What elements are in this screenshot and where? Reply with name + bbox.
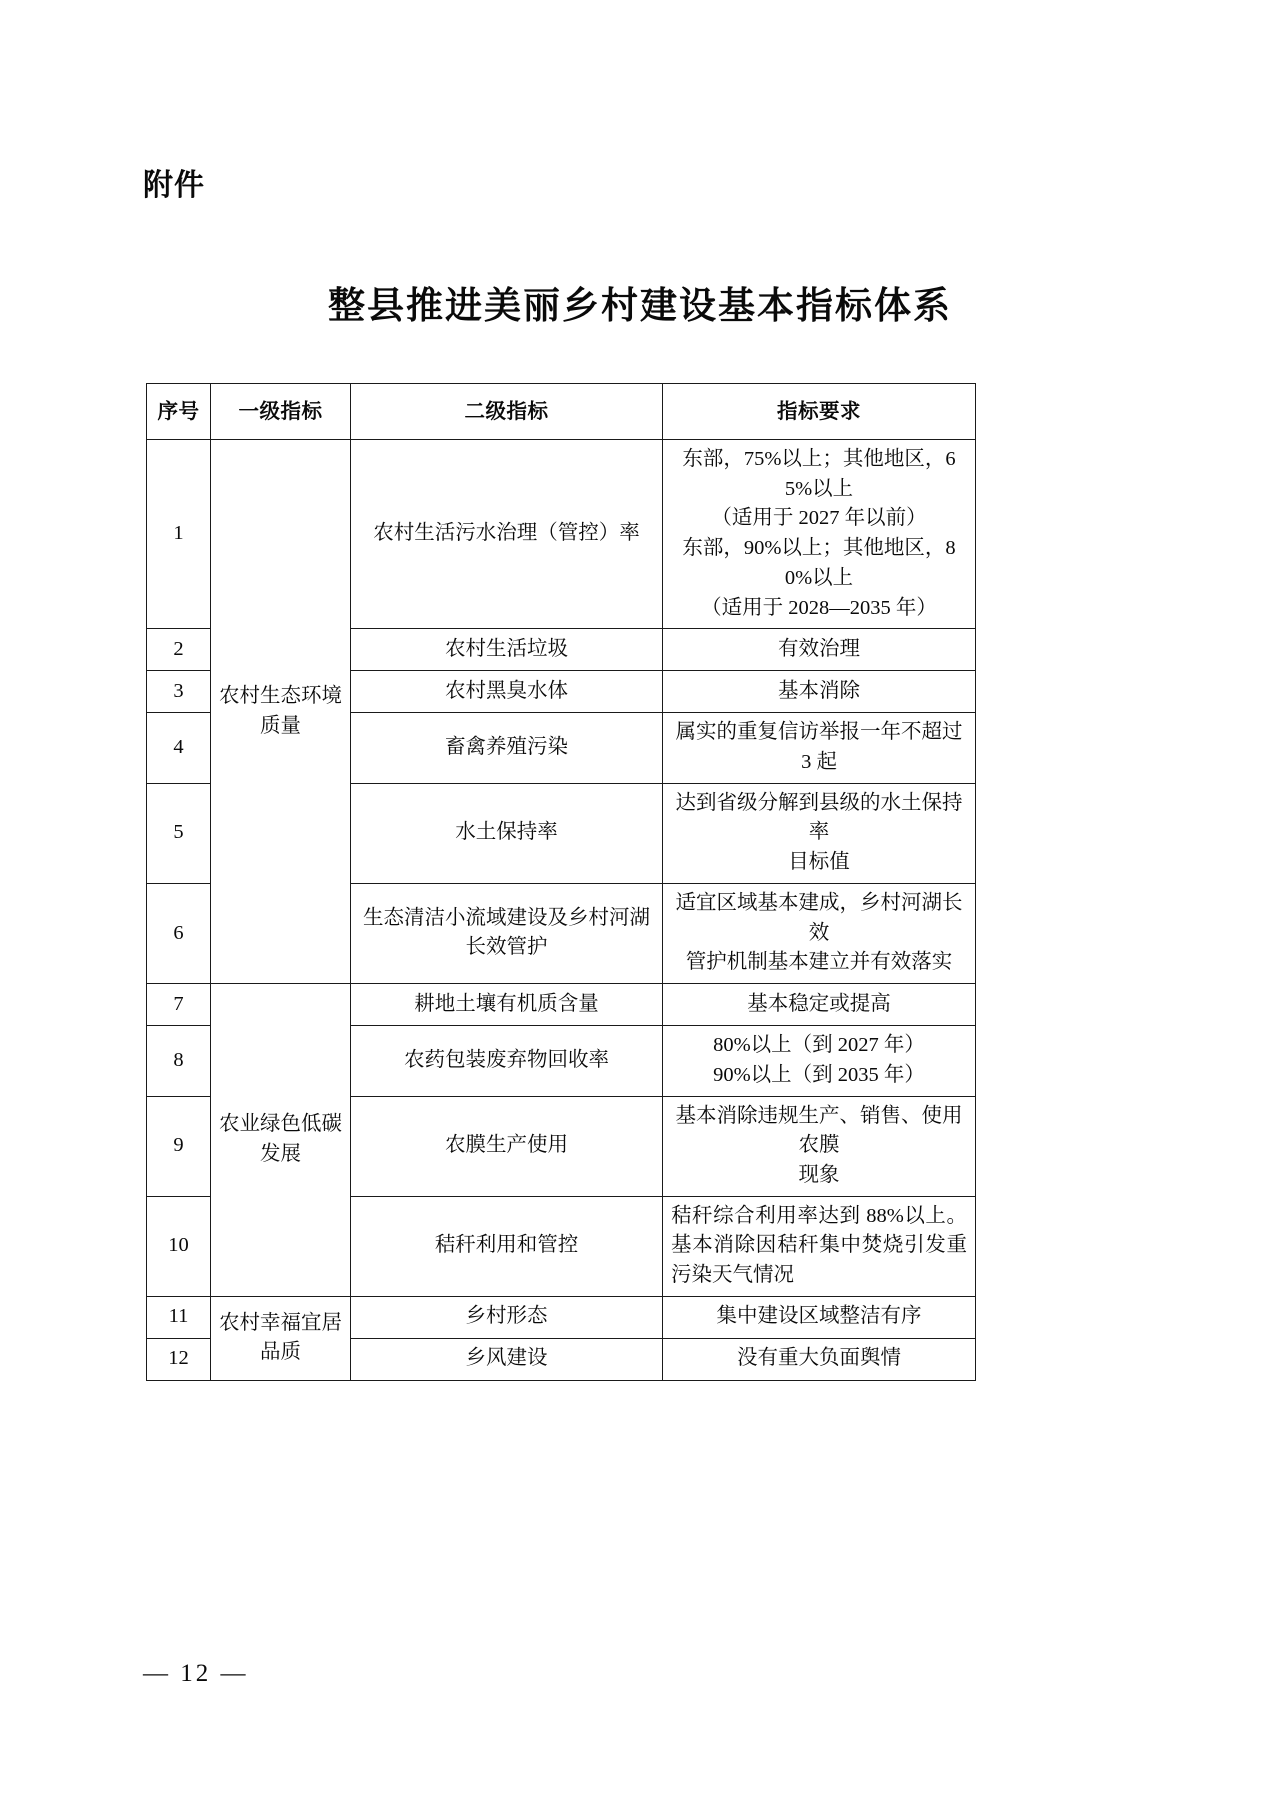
cell-requirement (663, 1196, 976, 1296)
page-number: — 12 — (143, 1660, 249, 1687)
table-body (147, 440, 976, 1381)
cell-requirement (663, 629, 976, 671)
cell-serial-number: 8 (147, 1026, 211, 1096)
requirement-line: 管护机制基本建立并有效落实 (685, 951, 953, 974)
attachment-label: 附件 (143, 169, 205, 202)
cell-requirement (663, 440, 976, 629)
requirement-line: 没有重大负面舆情 (737, 1347, 901, 1370)
requirement-line: 适宜区域基本建成，乡村河湖长效 (675, 891, 963, 944)
cell-serial-number: 7 (147, 984, 211, 1026)
requirement-line: 达到省级分解到县级的水土保持率 (675, 791, 963, 844)
cell-level2-indicator: 农药包装废弃物回收率 (351, 1026, 663, 1096)
indicator-table-container (146, 383, 975, 1381)
cell-serial-number: 5 (147, 783, 211, 883)
cell-level1-indicator (211, 440, 351, 984)
level2-line: 生态清洁小流域建设及乡村河湖 (363, 906, 650, 929)
table-row (147, 984, 976, 1026)
cell-serial-number: 4 (147, 713, 211, 783)
cell-level2-indicator: 畜禽养殖污染 (351, 713, 663, 783)
cell-requirement (663, 1296, 976, 1338)
requirement-line: 属实的重复信访举报一年不超过 3 起 (675, 721, 963, 774)
cell-requirement (663, 984, 976, 1026)
column-header-requirement: 指标要求 (663, 384, 976, 440)
cell-serial-number: 10 (147, 1196, 211, 1296)
requirement-line: 东部，90%以上；其他地区，80%以上 (682, 537, 956, 589)
cell-serial-number: 6 (147, 883, 211, 983)
cell-requirement (663, 783, 976, 883)
requirement-line: 目标值 (788, 851, 850, 874)
level1-line: 农村幸福宜居 (219, 1311, 342, 1334)
cell-requirement (663, 1026, 976, 1096)
indicator-table (146, 383, 976, 1381)
cell-serial-number: 2 (147, 629, 211, 671)
cell-level2-indicator: 乡风建设 (351, 1338, 663, 1380)
cell-serial-number: 1 (147, 440, 211, 629)
cell-serial-number: 9 (147, 1096, 211, 1196)
requirement-line: 现象 (798, 1163, 840, 1186)
table-row (147, 440, 976, 629)
cell-level2-indicator: 水土保持率 (351, 783, 663, 883)
table-row (147, 1296, 976, 1338)
cell-level2-indicator: 农村黑臭水体 (351, 671, 663, 713)
level2-line: 长效管护 (465, 936, 548, 959)
cell-serial-number: 3 (147, 671, 211, 713)
cell-level2-indicator: 乡村形态 (351, 1296, 663, 1338)
requirement-line: 集中建设区域整洁有序 (716, 1305, 922, 1328)
column-header-no: 序号 (147, 384, 211, 440)
level1-line: 质量 (260, 714, 301, 737)
page-title: 整县推进美丽乡村建设基本指标体系 (328, 285, 952, 326)
table-header (147, 384, 976, 440)
cell-requirement (663, 671, 976, 713)
requirement-line: 有效治理 (778, 637, 860, 660)
table-header-row (147, 384, 976, 440)
level1-line: 发展 (260, 1142, 301, 1165)
cell-serial-number: 12 (147, 1338, 211, 1380)
level1-line: 农业绿色低碳 (219, 1113, 342, 1136)
requirement-line: 基本消除违规生产、销售、使用农膜 (675, 1104, 963, 1157)
cell-level2-indicator (351, 883, 663, 983)
cell-requirement (663, 1096, 976, 1196)
requirement-line: （适用于 2028—2035 年） (701, 596, 937, 619)
cell-level1-indicator (211, 984, 351, 1297)
requirement-line: （适用于 2027 年以前） (711, 507, 927, 530)
requirement-text: 秸秆综合利用率达到 88%以上。基本消除因秸秆集中焚烧引发重污染天气情况 (671, 1204, 967, 1287)
cell-level2-indicator: 农膜生产使用 (351, 1096, 663, 1196)
level1-line: 品质 (260, 1341, 301, 1364)
requirement-line: 90%以上（到 2035 年） (713, 1063, 925, 1086)
requirement-line: 80%以上（到 2027 年） (713, 1034, 925, 1057)
cell-requirement (663, 713, 976, 783)
cell-requirement (663, 1338, 976, 1380)
requirement-line: 东部，75%以上；其他地区，65%以上 (682, 448, 956, 500)
cell-requirement (663, 883, 976, 983)
cell-level2-indicator: 耕地土壤有机质含量 (351, 984, 663, 1026)
cell-level2-indicator: 农村生活垃圾 (351, 629, 663, 671)
cell-serial-number: 11 (147, 1296, 211, 1338)
level1-line: 农村生态环境 (219, 684, 342, 707)
cell-level1-indicator (211, 1296, 351, 1380)
cell-level2-indicator: 农村生活污水治理（管控）率 (351, 440, 663, 629)
cell-level2-indicator: 秸秆利用和管控 (351, 1196, 663, 1296)
requirement-line: 基本稳定或提高 (747, 992, 891, 1015)
column-header-level1: 一级指标 (211, 384, 351, 440)
column-header-level2: 二级指标 (351, 384, 663, 440)
requirement-line: 基本消除 (778, 679, 860, 702)
